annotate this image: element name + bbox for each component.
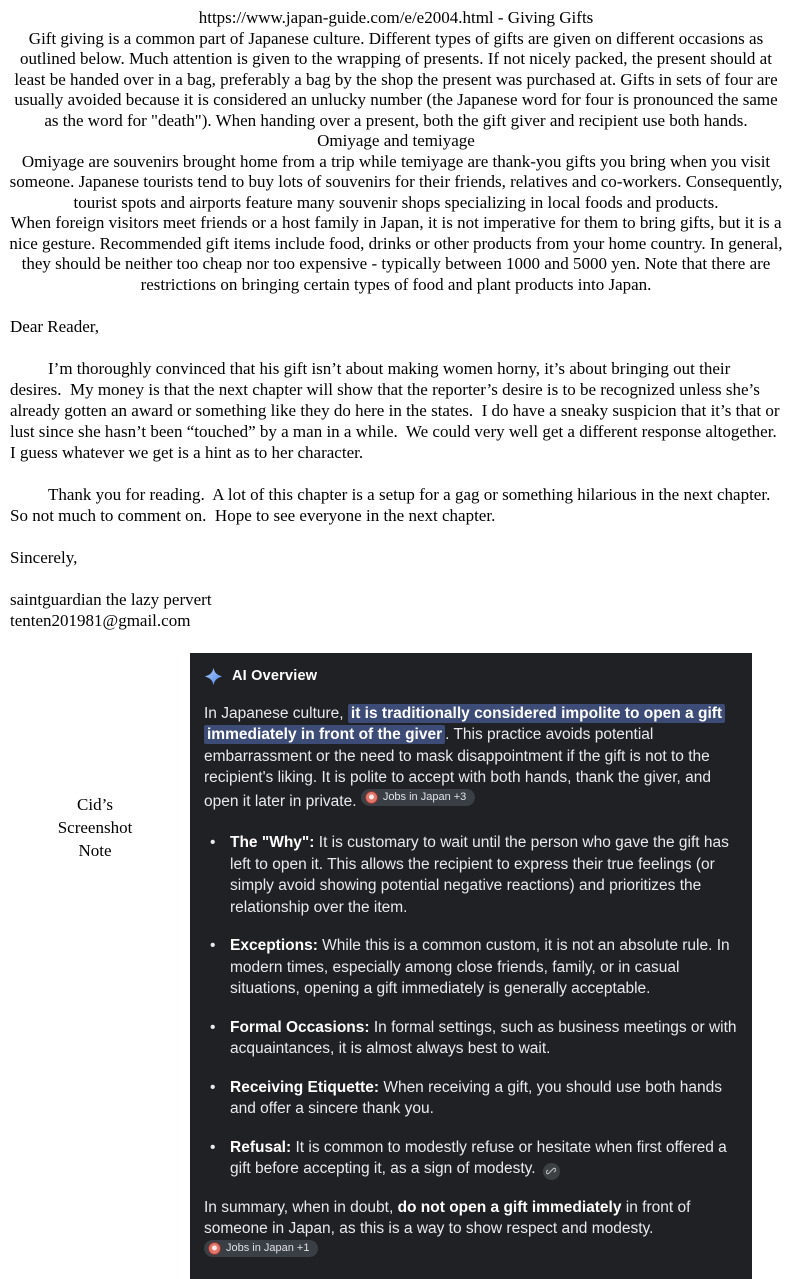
summary-prefix: In summary, when in doubt, (204, 1198, 398, 1216)
article-paragraph-3: When foreign visitors meet friends or a host family in Japan, it is not imperative for them to bring gifts, but it is a nice gesture. Recommended gift items include food, drinks or other products from your home country. In general, they should be neither too cheap nor too expensive - typically between 1000 and 5000 yen. Note that there are restrictions on bringing certain types of food and plant products into Japan. (9, 213, 783, 294)
ai-overview-intro (204, 703, 738, 813)
bullet-refusal (208, 1137, 738, 1180)
letter-closing: Sincerely, (10, 548, 78, 567)
ai-overview-bullet-list (204, 832, 738, 1180)
ai-overview-summary (204, 1197, 738, 1264)
source-badge-label: Jobs in Japan +3 (382, 790, 467, 803)
bullet-text: In formal settings, such as business meetings or with acquaintances, it is almost always best to wait. (230, 1018, 737, 1057)
screenshot-note-label (0, 653, 190, 1279)
bullet-text: It is customary to wait until the person who gave the gift has left to open it. This allows the recipient to express their true feelings (or simply avoid showing potential negative reactions) and prioritizes the relationship over the item. (230, 834, 729, 916)
reader-letter (0, 316, 792, 631)
intro-prefix: In Japanese culture, (204, 704, 348, 722)
note-line-3: Note (78, 841, 112, 860)
gemini-sparkle-icon (204, 667, 223, 686)
letter-email: tenten201981@gmail.com (10, 611, 191, 630)
intro-suffix: . This practice avoids potential embarrassment or the need to mask disappointment if the gift is not to the recipient's liking. It is polite to accept with both hands, thank the giver, and open it later in private. (204, 726, 712, 810)
jobs-in-japan-favicon (208, 1242, 221, 1255)
article-paragraph-1: Gift giving is a common part of Japanese culture. Different types of gifts are given on different occasions as outlined below. Much attention is given to the wrapping of presents. If not nicely packed, the present should at least be handed over in a bag, preferably a bag by the shop the present was purchased at. Gifts in sets of four are usually avoided because it is considered an unlucky number (the Japanese word for four is pronounced the same as the word for "death"). When handing over a present, both the gift giver and recipient use both hands. (14, 28, 778, 130)
summary-bold-text: do not open a gift immediately (397, 1198, 622, 1216)
bullet-label: Receiving Etiquette: (230, 1078, 379, 1096)
letter-paragraph-1: I’m thoroughly convinced that his gift isn’t about making women horny, it’s about bringing out their desires. My money is that the next chapter will show that the reporter’s desire is to be recognized unless she’s already gotten an award or something like they do here in the states. I do have a sneaky suspicion that it’s that or lust since she hasn’t been “touched” by a man in a while. We could very well get a different response altogether. I guess whatever we get is a hint as to her character. (10, 359, 786, 462)
source-badge-label: Jobs in Japan +1 (226, 1241, 310, 1254)
bullet-label: Formal Occasions: (230, 1018, 370, 1036)
bullet-label: Exceptions: (230, 937, 318, 954)
letter-salutation: Dear Reader, (10, 317, 99, 336)
bullet-label: The "Why": (230, 834, 315, 851)
bullet-text: When receiving a gift, you should use both hands and offer a sincere thank you. (230, 1078, 722, 1117)
quoted-article (0, 8, 792, 295)
article-title-line: https://www.japan-guide.com/e/e2004.html - Giving Gifts (198, 8, 594, 27)
bullet-text: It is common to modestly refuse or hesitate when first offered a gift before accepting it, as a sign of modesty. (230, 1138, 727, 1177)
source-badge-jobs-in-japan-1[interactable] (204, 1240, 318, 1257)
note-line-2: Screenshot (57, 818, 133, 837)
article-subheading: Omiyage and temiyage (317, 131, 475, 150)
article-paragraph-2: Omiyage are souvenirs brought home from a trip while temiyage are thank-you gifts you bring when you visit someone. Japanese tourists tend to buy lots of souvenirs for their friends, relatives and co-workers. Consequently, tourist spots and airports feature many souvenir shops specializing in local foods and products. (9, 151, 783, 212)
bullet-receiving-etiquette (208, 1077, 738, 1120)
source-badge-jobs-in-japan-3[interactable] (361, 789, 475, 806)
ai-overview-panel (190, 653, 752, 1279)
screenshot-section (0, 653, 792, 1279)
letter-signature: saintguardian the lazy pervert (10, 590, 212, 609)
citation-link-icon[interactable] (543, 1163, 560, 1180)
bullet-label: Refusal: (230, 1138, 292, 1156)
ai-overview-header (204, 666, 738, 688)
summary-suffix: in front of someone in Japan, as this is a way to show respect and modesty. (204, 1198, 691, 1237)
ai-overview-title: AI Overview (232, 668, 318, 684)
intro-highlighted-text: it is traditionally considered impolite to open a gift immediately in front of the giver (204, 704, 725, 745)
note-line-1: Cid’s (77, 795, 113, 814)
letter-paragraph-2: Thank you for reading. A lot of this chapter is a setup for a gag or something hilarious in the next chapter. So not much to comment on. Hope to see everyone in the next chapter. (10, 485, 779, 525)
bullet-text: While this is a common custom, it is not an absolute rule. In modern times, especially among close friends, family, or in casual situations, opening a gift immediately is generally acceptable. (230, 937, 730, 997)
jobs-in-japan-favicon (365, 791, 378, 804)
bullet-formal-occasions (208, 1017, 738, 1060)
bullet-the-why (208, 832, 738, 918)
bullet-exceptions (208, 935, 738, 1000)
